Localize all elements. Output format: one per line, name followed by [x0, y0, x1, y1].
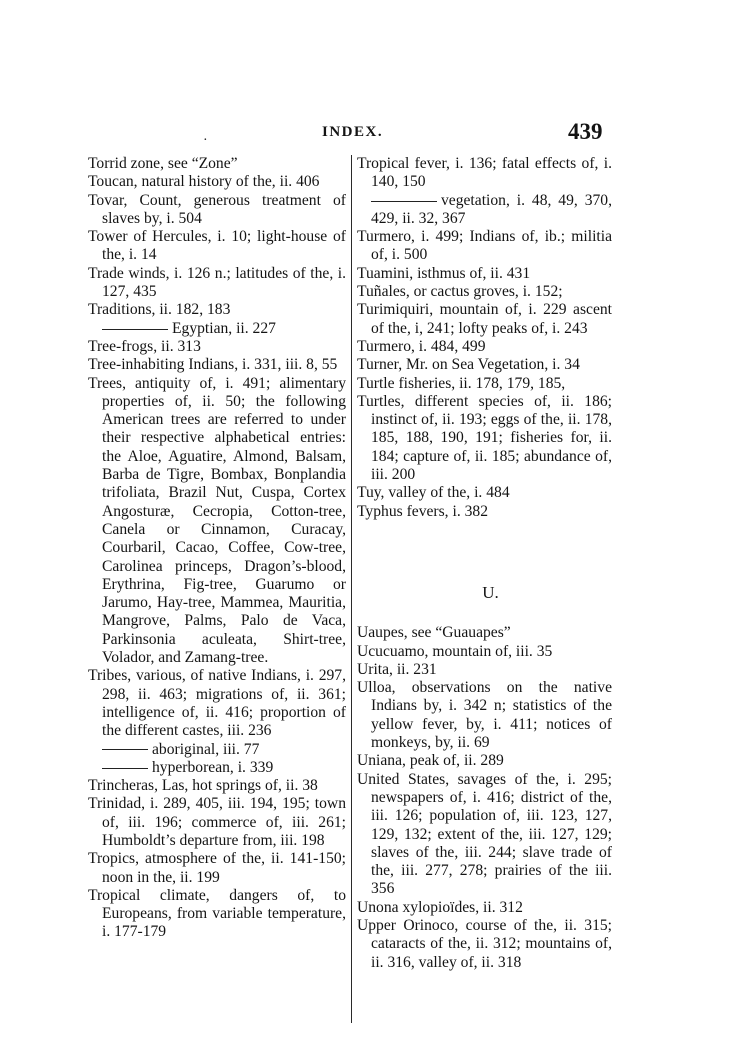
index-entry: Upper Orinoco, course of the, ii. 315; cataracts of the, ii. 312; mountains of, ii. 316, valley of, ii. 318 — [357, 916, 612, 971]
index-subentry — [88, 741, 346, 759]
index-entry: Urita, ii. 231 — [357, 660, 437, 678]
index-entry: Ucucuamo, mountain of, iii. 35 — [357, 642, 553, 660]
section-heading-u: U. — [482, 582, 499, 602]
index-subentry — [88, 320, 346, 338]
index-entry: Tower of Hercules, i. 10; light-house of the, i. 14 — [88, 228, 346, 264]
section-gap — [357, 521, 612, 584]
column-divider — [351, 155, 352, 1023]
index-entry: Toucan, natural history of the, ii. 406 — [88, 173, 320, 191]
index-subentry — [88, 759, 346, 777]
index-subentry — [357, 192, 612, 229]
index-entry: Tuamini, isthmus of, ii. 431 — [357, 264, 531, 282]
index-entry: Tree-inhabiting Indians, i. 331, iii. 8, 55 — [88, 356, 338, 374]
index-entry: Turtle fisheries, ii. 178, 179, 185, — [357, 374, 566, 392]
index-entry: Tropics, atmosphere of the, ii. 141-150; noon in the, ii. 199 — [88, 850, 346, 886]
index-entry: Torrid zone, see “Zone” — [88, 155, 238, 172]
index-entry: United States, savages of the, i. 295; newspapers of, i. 416; district of the, iii. 126; population of, iii. 123, 127, 129, 132; extent of the, iii. 127, 129; slaves of the, iii. 244; slave trade of the, iii. 277, 278; prairies of the iii. 356 — [357, 770, 612, 898]
index-entry: Trade winds, i. 126 n.; latitudes of the, i. 127, 435 — [88, 264, 346, 301]
index-subentry-text: vegetation, i. 48, 49, 370, 429, ii. 32, 367 — [371, 191, 612, 227]
index-entry: Turner, Mr. on Sea Vegetation, i. 34 — [357, 356, 580, 374]
index-subentry-text: Egyptian, ii. 227 — [172, 319, 276, 337]
index-entry: Tovar, Count, generous treatment of slaves by, i. 504 — [88, 191, 346, 227]
index-entry: Tropical climate, dangers of, to Europeans, from variable temperature, i. 177-179 — [88, 886, 346, 941]
ditto-dash — [102, 749, 148, 750]
index-entry: Tree-frogs, ii. 313 — [88, 337, 201, 355]
index-entry: Turmero, i. 484, 499 — [357, 337, 486, 355]
index-entry: Uaupes, see “Guauapes” — [357, 624, 511, 642]
running-head: INDEX. — [322, 124, 384, 140]
index-entry: Uniana, peak of, ii. 289 — [357, 752, 504, 770]
page-number: 439 — [568, 119, 603, 144]
index-entry: Trincheras, Las, hot springs of, ii. 38 — [88, 777, 318, 795]
index-entry: Typhus fevers, i. 382 — [357, 502, 489, 520]
right-column — [357, 155, 612, 972]
index-entry: Unona xylopioïdes, ii. 312 — [357, 898, 523, 916]
index-entry: Traditions, ii. 182, 183 — [88, 301, 231, 319]
index-entry: Tuy, valley of the, i. 484 — [357, 484, 510, 502]
index-entry: Tuñales, or cactus groves, i. 152; — [357, 283, 563, 301]
index-entry: Ulloa, observations on the native Indians by, i. 342 n; statistics of the yellow fever, by, i. 411; notices of monkeys, by, ii. 69 — [357, 679, 612, 752]
ditto-dash — [102, 329, 168, 330]
ditto-dash — [371, 201, 437, 202]
header-dot: · — [203, 133, 208, 148]
index-entry: Turmero, i. 499; Indians of, ib.; militia of, i. 500 — [357, 228, 612, 264]
index-subentry-text: aboriginal, iii. 77 — [152, 740, 260, 758]
index-subentry-text: hyperborean, i. 339 — [152, 758, 274, 776]
ditto-dash — [102, 768, 148, 769]
index-entry: Trinidad, i. 289, 405, iii. 194, 195; town of, iii. 196; commerce of, iii. 261; Humboldt’s departure from, iii. 198 — [88, 795, 346, 849]
index-entry: Trees, antiquity of, i. 491; alimentary properties of, ii. 50; the following American trees are referred to under their respective alphabetical entries: the Aloe, Aguatire, Almond, Balsam, Barba de Tigre, Bombax, Bonplandia trifoliata, Brazil Nut, Cuspa, Cortex Angosturæ, Cecropia, Cotton-tree, Canela or Cinnamon, Curacay, Courbaril, Cacao, Coffee, Cow-tree, Carolinea princeps, Dragon’s-blood, Erythrina, Fig-tree, Guarumo or Jarumo, Hay-tree, Mammea, Mauritia, Mangrove, Palms, Palo de Vaca, Parkinsonia aculeata, Shirt-tree, Volador, and Zamang-tree. — [88, 374, 346, 667]
index-entry: Turimiquiri, mountain of, i. 229 ascent of the, i, 241; lofty peaks of, i. 243 — [357, 301, 612, 337]
index-entry: Turtles, different species of, ii. 186; instinct of, ii. 193; eggs of the, ii. 178, 185, 188, 190, 191; fisheries for, ii. 184; capture of, ii. 185; abundance of, iii. 200 — [357, 392, 612, 484]
index-entry: Tropical fever, i. 136; fatal effects of, i. 140, 150 — [357, 155, 612, 191]
left-column — [88, 155, 346, 942]
index-entry: Tribes, various, of native Indians, i. 297, 298, ii. 463; migrations of, ii. 361; intelligence of, ii. 416; proportion of the different castes, iii. 236 — [88, 667, 346, 740]
